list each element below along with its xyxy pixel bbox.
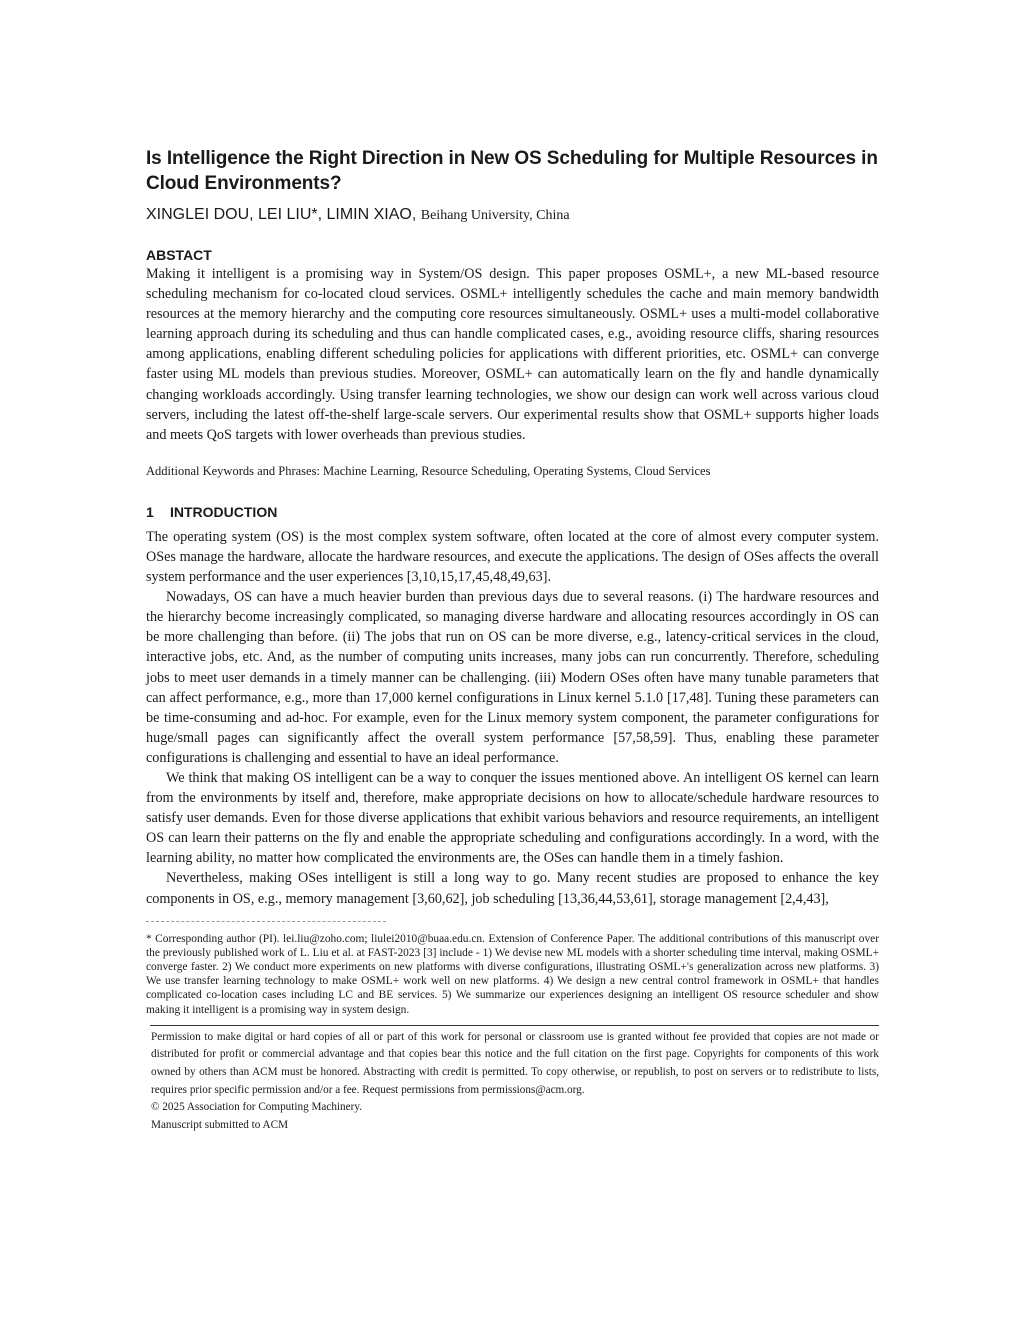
- section-title: INTRODUCTION: [170, 503, 278, 520]
- footnote-divider: [146, 921, 386, 922]
- paper-title: Is Intelligence the Right Direction in New OS Scheduling for Multiple Resources in Cloud Environments?: [146, 148, 878, 194]
- paper-page: [146, 146, 879, 1134]
- copyright-line: © 2025 Association for Computing Machinery.: [151, 1101, 362, 1114]
- abstract-heading: ABSTACT: [146, 247, 212, 263]
- author-line: [146, 204, 879, 227]
- permission-divider: [150, 1025, 879, 1026]
- intro-heading: [146, 503, 879, 521]
- abstract-text: Making it intelligent is a promising way in System/OS design. This paper proposes OSML+, a new ML-based resource scheduling mechanism for co-located cloud services. OSML+ intelligently schedules the cache and main memory bandwidth resources at the memory hierarchy and the computing core resources simultaneously. OSML+ uses a multi-model collaborative learning approach during its scheduling and thus can handle complicated cases, e.g., avoiding resource cliffs, sharing resources among applications, enabling different scheduling policies for applications with different priorities, etc. OSML+ can converge faster using ML models than previous studies. Moreover, OSML+ can automatically learn on the fly and handle dynamically changing workloads accordingly. Using transfer learning technologies, we show our design can work well across various cloud servers, including the latest off-the-shelf large-scale servers. Our experimental results show that OSML+ supports higher loads and meets QoS targets with lower overheads than previous studies.: [146, 266, 879, 443]
- intro-paragraph: Nowadays, OS can have a much heavier burden than previous days due to several reasons. (i) The hardware resources and the hierarchy become increasingly complicated, so managing diverse hardware and allocating resources accordingly in OS can be more challenging than before. (ii) The jobs that run on OS can be more diverse, e.g., latency-critical services in the cloud, interactive jobs, etc. And, as the number of computing units increases, many jobs can run concurrently. Therefore, scheduling jobs to meet user demands in a timely manner can be challenging. (iii) Modern OSes often have many tunable parameters that can affect performance, e.g., more than 17,000 kernel configurations in Linux kernel 5.1.0 [17,48]. Tuning these parameters can be time-consuming and ad-hoc. For example, even for the Linux memory system component, the parameter configurations for huge/small pages can significantly affect the overall system performance [57,58,59]. Thus, enabling these parameter configurations is challenging and essential to have an ideal performance.: [146, 589, 879, 766]
- intro-paragraph: The operating system (OS) is the most complex system software, often located at the core of almost every computer system. OSes manage the hardware, allocate the hardware resources, and execute the applications. The design of OSes affects the overall system performance and the user experiences [3,10,15,17,45,48,49,63].: [146, 528, 879, 586]
- intro-paragraph: We think that making OS intelligent can be a way to conquer the issues mentioned above. An intelligent OS kernel can learn from the environments by itself and, therefore, make appropriate decisions on how to allocate/schedule hardware resources to satisfy user demands. Even for those diverse applications that exhibit various behaviors and resource requirements, an intelligent OS can learn their patterns on the fly and enable the appropriate scheduling and configurations accordingly. In a word, with the learning ability, no matter how complicated the environments are, the OSes can handle them in a timely fashion.: [146, 769, 879, 867]
- permission-notice: Permission to make digital or hard copies of all or part of this work for personal or classroom use is granted without fee provided that copies are not made or distributed for profit or commercial advantage and that copies bear this notice and the full citation on the first page. Copyrights for components of this work owned by others than ACM must be honored. Abstracting with credit is permitted. To copy otherwise, or republish, to post on servers or to redistribute to lists, requires prior specific permission and/or a fee. Request permissions from permissions@acm.org.: [151, 1030, 879, 1096]
- submission-line: Manuscript submitted to ACM: [151, 1118, 289, 1131]
- keywords-line: Additional Keywords and Phrases: Machine Learning, Resource Scheduling, Operating Systems, Cloud Services: [146, 463, 711, 478]
- footnote-text: * Corresponding author (PI). lei.liu@zoho.com; liulei2010@buaa.edu.cn. Extension of Conference Paper. The additional contributions of this manuscript over the previously published work of L. Liu et al. at FAST-2023 [3] include - 1) We devise new ML models with a shorter scheduling time interval, making OSML+ converge faster. 2) We conduct more experiments on new platforms with diverse configurations, illustrating OSML+'s generalization across new platforms. 3) We use transfer learning technology to make OSML+ work well on new platforms. 4) We design a new central control framework in OSML+ that handles complicated co-location cases including LC and BE services. 5) We summarize our experiences designing an intelligent OS resource scheduler and show making it intelligent is a promising way in system design.: [146, 932, 879, 1016]
- author-affiliation: Beihang University, China: [420, 208, 570, 223]
- section-number: 1: [146, 503, 154, 520]
- author-names: XINGLEI DOU, LEI LIU*, LIMIN XIAO,: [146, 206, 417, 223]
- intro-paragraph: Nevertheless, making OSes intelligent is still a long way to go. Many recent studies are proposed to enhance the key components in OS, e.g., memory management [3,60,62], job scheduling [13,36,44,53,61], storage management [2,4,43],: [146, 870, 879, 907]
